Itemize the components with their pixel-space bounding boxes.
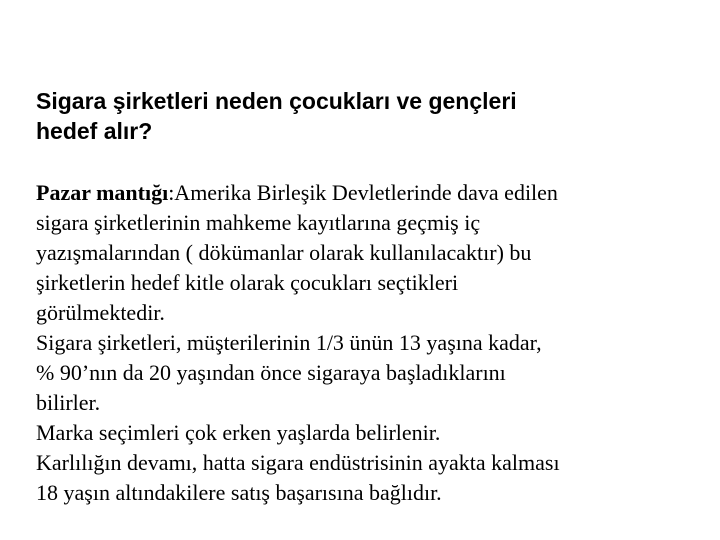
title-line: hedef alır? (36, 118, 153, 144)
body-line: Karlılığın devamı, hatta sigara endüstrisinin ayakta kalması (36, 450, 560, 475)
body-line: Sigara şirketleri, müşterilerinin 1/3 ünün 13 yaşına kadar, (36, 330, 542, 355)
body-line: 18 yaşın altındakilere satış başarısına bağlıdır. (36, 480, 442, 505)
body-line: görülmektedir. (36, 300, 165, 325)
lead-rest: :Amerika Birleşik Devletlerinde dava edilen (168, 180, 558, 205)
slide-title (36, 86, 676, 146)
body-line: şirketlerin hedef kitle olarak çocukları seçtikleri (36, 270, 459, 295)
body-line: yazışmalarından ( dökümanlar olarak kullanılacaktır) bu (36, 240, 532, 265)
lead-label: Pazar mantığı (36, 180, 169, 205)
body-line: % 90’nın da 20 yaşından önce sigaraya başladıklarını (36, 360, 506, 385)
slide-body-text (36, 178, 696, 508)
body-line: Marka seçimleri çok erken yaşlarda belirlenir. (36, 420, 441, 445)
body-line: sigara şirketlerinin mahkeme kayıtlarına geçmiş iç (36, 210, 481, 235)
title-line: Sigara şirketleri neden çocukları ve gençleri (36, 88, 517, 114)
body-line: bilirler. (36, 390, 101, 415)
body-line-lead (36, 178, 696, 208)
